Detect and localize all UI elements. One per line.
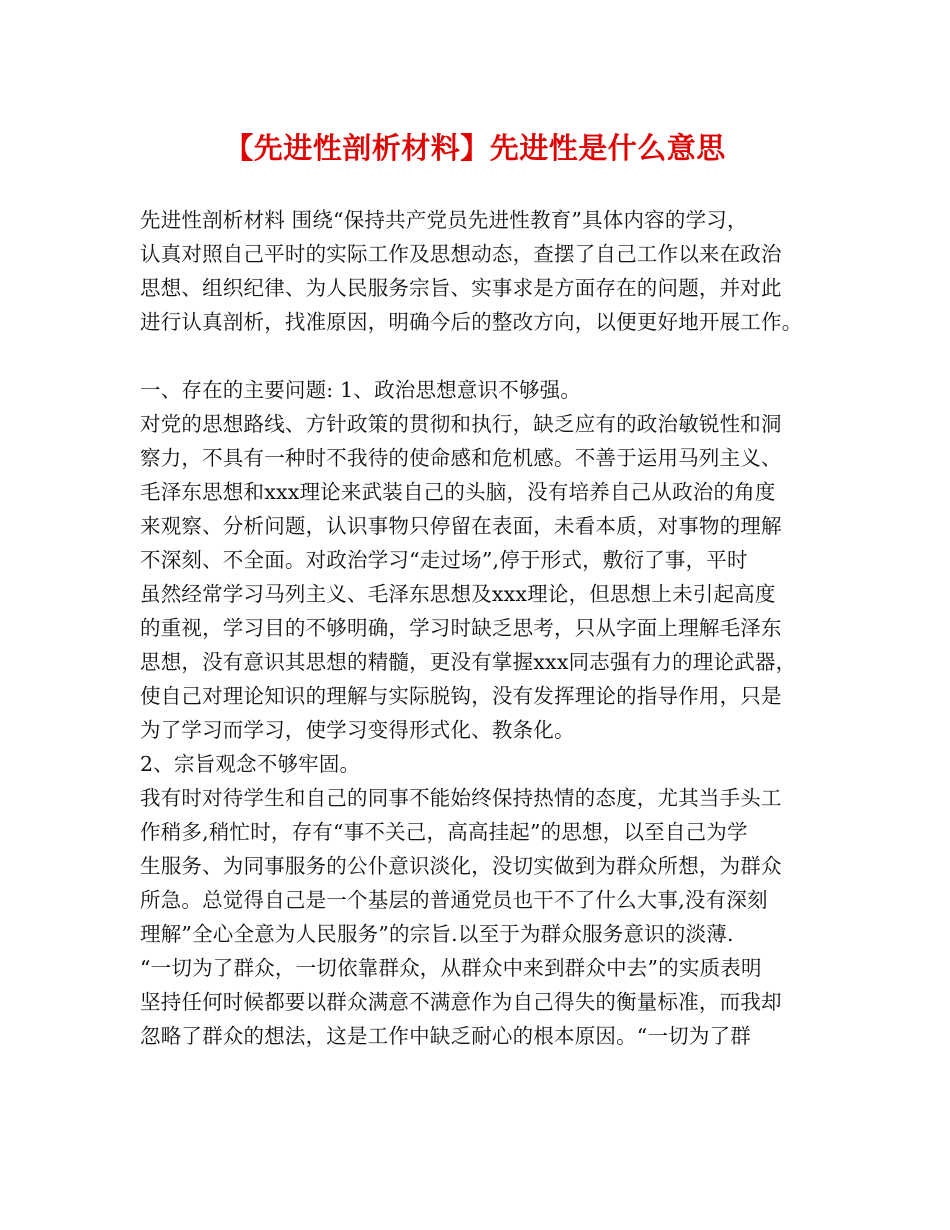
document-title: 【先进性剖析材料】先进性是什么意思	[224, 131, 726, 165]
body-line: 为了学习而学习，使学习变得形式化、教条化。	[140, 718, 575, 742]
body-line: 坚持任何时候都要以群众满意不满意作为自己得失的衡量标准，而我却	[140, 990, 782, 1014]
body-line: 先进性剖析材料 围绕“保持共产党员先进性教育”具体内容的学习，	[140, 208, 748, 232]
body-line: 来观察、分析问题，认识事物只停留在表面，未看本质，对事物的理解	[140, 514, 782, 538]
document-body	[140, 203, 825, 1053]
body-line: 不深刻、不全面。对政治学习“走过场”,停于形式，敷衍了事，平时	[140, 548, 748, 572]
body-line: 思想、组织纪律、为人民服务宗旨、实事求是方面存在的问题，并对此	[140, 276, 782, 300]
body-line: 我有时对待学生和自己的同事不能始终保持热情的态度，尤其当手头工	[140, 786, 782, 810]
body-line: 忽略了群众的想法，这是工作中缺乏耐心的根本原因。“一切为了群	[140, 1024, 751, 1048]
body-line: 所急。总觉得自己是一个基层的普通党员也干不了什么大事,没有深刻	[140, 888, 768, 912]
body-line: 的重视，学习目的不够明确，学习时缺乏思考，只从字面上理解毛泽东	[140, 616, 782, 640]
body-line: 使自己对理论知识的理解与实际脱钩，没有发挥理论的指导作用，只是	[140, 684, 782, 708]
section-heading: 一、存在的主要问题: 1、政治思想意识不够强。	[140, 378, 582, 402]
body-line: 认真对照自己平时的实际工作及思想动态，查摆了自己工作以来在政治	[140, 242, 782, 266]
body-line: “一切为了群众，一切依靠群众，从群众中来到群众中去”的实质表明	[140, 956, 762, 980]
body-line: 毛泽东思想和xxx理论来武装自己的头脑，没有培养自己从政治的角度	[140, 480, 776, 504]
body-line: 生服务、为同事服务的公仆意识淡化，没切实做到为群众所想，为群众	[140, 854, 782, 878]
body-line: 作稍多,稍忙时，存有“事不关己，高高挂起”的思想，以至自己为学	[140, 820, 748, 844]
body-line: 理解”全心全意为人民服务”的宗旨.以至于为群众服务意识的淡薄.	[140, 922, 734, 946]
body-line: 思想，没有意识其思想的精髓，更没有掌握xxx同志强有力的理论武器，	[140, 650, 797, 674]
body-line: 进行认真剖析，找准原因，明确今后的整改方向，以便更好地开展工作。	[140, 310, 803, 334]
body-line: 察力，不具有一种时不我待的使命感和危机感。不善于运用马列主义、	[140, 446, 782, 470]
body-line: 虽然经常学习马列主义、毛泽东思想及xxx理论，但思想上未引起高度	[140, 582, 776, 606]
section-heading: 2、宗旨观念不够牢固。	[140, 752, 361, 776]
body-line: 对党的思想路线、方针政策的贯彻和执行，缺乏应有的政治敏锐性和洞	[140, 412, 782, 436]
paragraph-gap	[140, 339, 825, 373]
